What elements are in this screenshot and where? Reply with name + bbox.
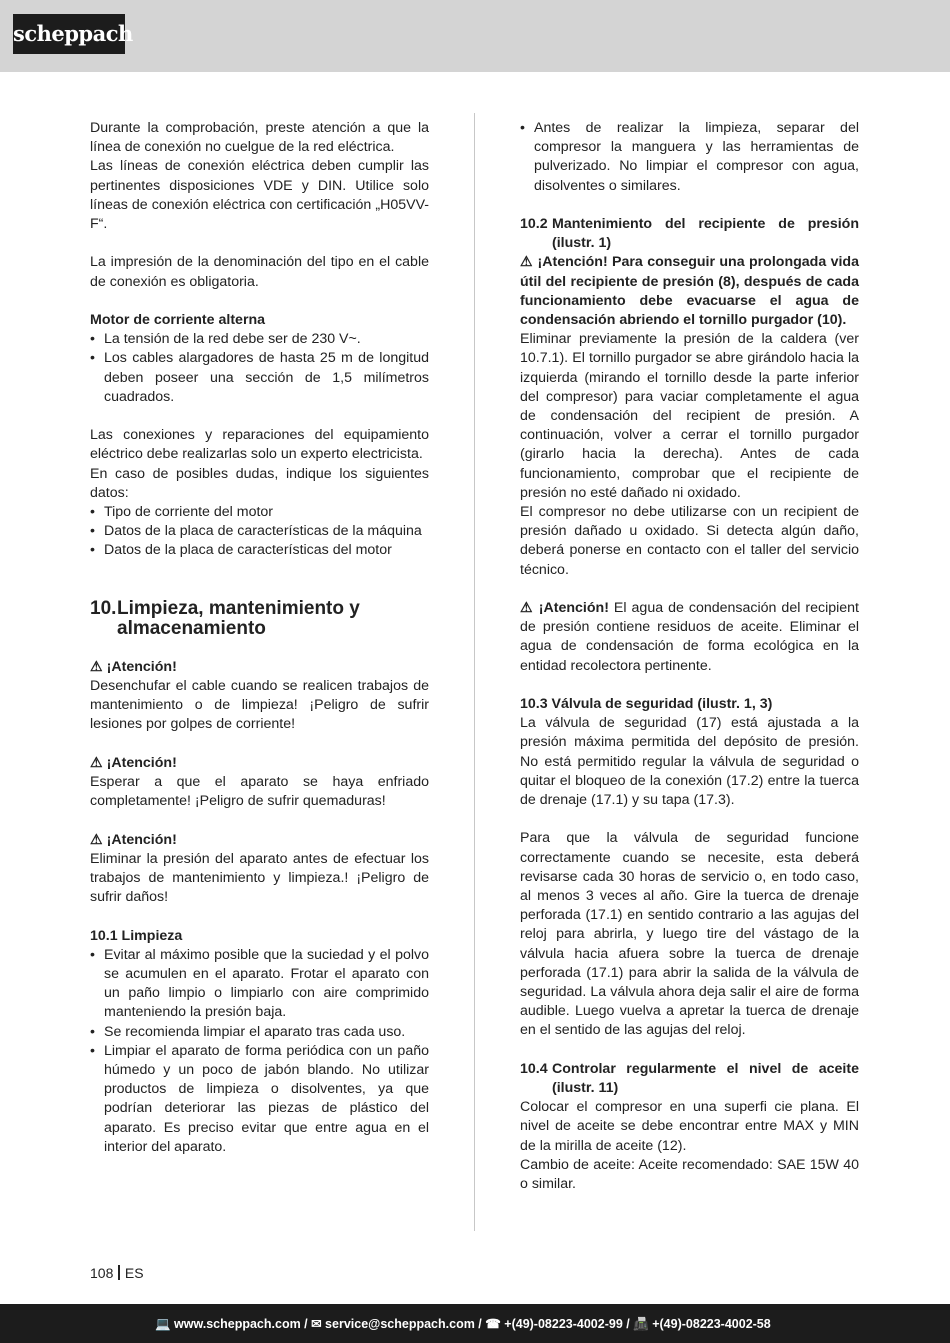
column-divider — [474, 113, 475, 1231]
page-number: 108 — [90, 1265, 114, 1281]
paragraph: La impresión de la denominación del tipo en el cable de conexión es obligatoria. — [90, 254, 429, 290]
paragraph: Las líneas de conexión eléctrica deben cumplir las pertinentes disposiciones VDE y DIN. Utilice solo líneas de conexión eléctrica con certificación „H05VV-F“. — [90, 158, 429, 233]
scheppach-logo: scheppach — [13, 14, 125, 54]
cleaning-list — [90, 946, 429, 1157]
list-item: • La tensión de la red debe ser de 230 V~. — [90, 330, 429, 349]
list-item: • Se recomienda limpiar el aparato tras cada uso. — [90, 1023, 429, 1042]
warning-paragraph — [520, 599, 859, 676]
list-item: • Datos de la placa de características de la máquina — [90, 522, 429, 541]
paragraph: Colocar el compresor en una superfi cie plana. El nivel de aceite se debe encontrar entre MAX y MIN de la mirilla de aceite (12). — [520, 1099, 859, 1154]
paragraph: Eliminar previamente la presión de la caldera (ver 10.7.1). El tornillo purgador se abre girándolo hacia la izquierda (mirando el tornillo desde la parte inferior del compresor) para vaciar completamente el agua de condensación del recipient de presión. A continuación, volver a cerrar el tornillo purgador (girarlo hacia la derecha). Antes de cada funcionamiento, comprobar que el recipiente de presión no esté dañado ni oxidado. — [520, 331, 859, 501]
paragraph: Durante la comprobación, preste atención a que la línea de conexión no cuelgue de la red eléctrica. — [90, 120, 429, 156]
list-item: • Tipo de corriente del motor — [90, 503, 429, 522]
subsection-heading-10-4 — [520, 1060, 859, 1098]
list-item: • Limpiar el aparato de forma periódica con un paño húmedo y un poco de jabón blando. No utilizar productos de limpieza o disolventes, ya que podrían deteriorar las piezas de plástico del aparato. Es preciso evitar que entre agua en el interior del aparato. — [90, 1042, 429, 1157]
list-item: • Evitar al máximo posible que la suciedad y el polvo se acumulen en el aparato. Frotar el aparato con un paño limpio o limpiarlo con aire comprimido manteniendo la presión baja. — [90, 946, 429, 1023]
section-title: Limpieza, mantenimiento y almacenamiento — [117, 597, 360, 639]
paragraph: Para que la válvula de seguridad funcione correctamente cuando se necesite, esta deberá revisarse cada 30 horas de servicio o, en todo caso, al menos 3 veces al año. Gire la tuerca de drenaje perforada (17.1) en sentido contrario a las agujas del reloj para abrirla, y luego tire del vástago de la válvula hacia afuera sobre la tuerca de drenaje perforada (17.1) para abrir la salida de la válvula de seguridad. La válvula ahora deja salir el aire de forma audible. Luego vuelva a apretar la tuerca de drenaje en el sentido de las agujas del reloj. — [520, 830, 859, 1039]
cleaning-list-continued — [520, 119, 859, 196]
warning-text: Desenchufar el cable cuando se realicen trabajos de mantenimiento o de limpieza! ¡Peligro de sufrir lesiones por golpes de corriente! — [90, 678, 429, 733]
warning-text: Eliminar la presión del aparato antes de efectuar los trabajos de mantenimiento y limpieza.! ¡Peligro de sufrir daños! — [90, 850, 429, 906]
separator — [118, 1265, 120, 1280]
section-heading — [90, 599, 429, 639]
warning-label: ⚠ ¡Atención! — [90, 831, 177, 848]
section-number: 10. — [90, 597, 117, 619]
left-column — [90, 119, 429, 1157]
page-header — [0, 0, 950, 72]
data-list — [90, 503, 429, 561]
cleaning-heading: 10.1 Limpieza — [90, 927, 183, 944]
subsection-heading-10-3: 10.3 Válvula de seguridad (ilustr. 1, 3) — [520, 696, 773, 713]
page-footer — [0, 1304, 950, 1343]
paragraph: En caso de posibles dudas, indique los siguientes datos: — [90, 465, 429, 501]
paragraph: El compresor no debe utilizarse con un recipient de presión dañado u oxidado. Si detecta algún daño, deberá ponerse en contacto con el taller del servicio técnico. — [520, 504, 859, 578]
paragraph: Las conexiones y reparaciones del equipamiento eléctrico debe realizarlas solo un experto electricista. — [90, 427, 429, 463]
right-column — [520, 119, 859, 1194]
warning-label: ⚠ ¡Atención! — [90, 658, 177, 675]
warning-text: ⚠ ¡Atención! Para conseguir una prolongada vida útil del recipiente de presión (8), después de cada funcionamiento debe evacuarse el agua de condensación abriendo el tornillo purgador (10). — [520, 254, 859, 329]
paragraph: Cambio de aceite: Aceite recomendado: SAE 15W 40 o similar. — [520, 1156, 859, 1193]
contact-line: 💻 www.scheppach.com / ✉ service@scheppach.com / ☎ +(49)-08223-4002-99 / 📠 +(49)-08223-4002-58 — [155, 1317, 771, 1331]
warning-text: Esperar a que el aparato se haya enfriado completamente! ¡Peligro de sufrir quemaduras! — [90, 774, 429, 810]
warning-label: ⚠ ¡Atención! — [520, 600, 609, 617]
motor-list — [90, 330, 429, 407]
motor-heading: Motor de corriente alterna — [90, 312, 266, 328]
paragraph: La válvula de seguridad (17) está ajustada a la presión máxima permitida del depósito de presión. No está permitido regular la válvula de seguridad o quitar el bloqueo de la conexión (17.2) entre la tuerca de drenaje (17.1) y su tapa (17.3). — [520, 715, 859, 809]
warning-label: ⚠ ¡Atención! — [90, 754, 177, 771]
subsection-title: Mantenimiento del recipiente de presión (ilustr. 1) — [552, 216, 859, 252]
list-item: • Los cables alargadores de hasta 25 m de longitud deben poseer una sección de 1,5 milímetros cuadrados. — [90, 349, 429, 407]
warning-text: El agua de condensación del recipient de presión contiene residuos de aceite. Eliminar el agua de condensación de forma ecológica en la entidad recolectora pertinente. — [520, 600, 859, 674]
list-item: • Antes de realizar la limpieza, separar del compresor la manguera y las herramientas de pulverizado. No limpiar el compresor con agua, disolventes o similares. — [520, 119, 859, 196]
list-item: • Datos de la placa de características del motor — [90, 541, 429, 560]
subsection-title: Controlar regularmente el nivel de aceite (ilustr. 11) — [552, 1060, 859, 1097]
subsection-number: 10.2 — [520, 216, 548, 232]
page-number-block — [90, 1265, 144, 1281]
subsection-number: 10.4 — [520, 1060, 548, 1077]
subsection-heading-10-2 — [520, 215, 859, 253]
language-code: ES — [124, 1265, 144, 1281]
